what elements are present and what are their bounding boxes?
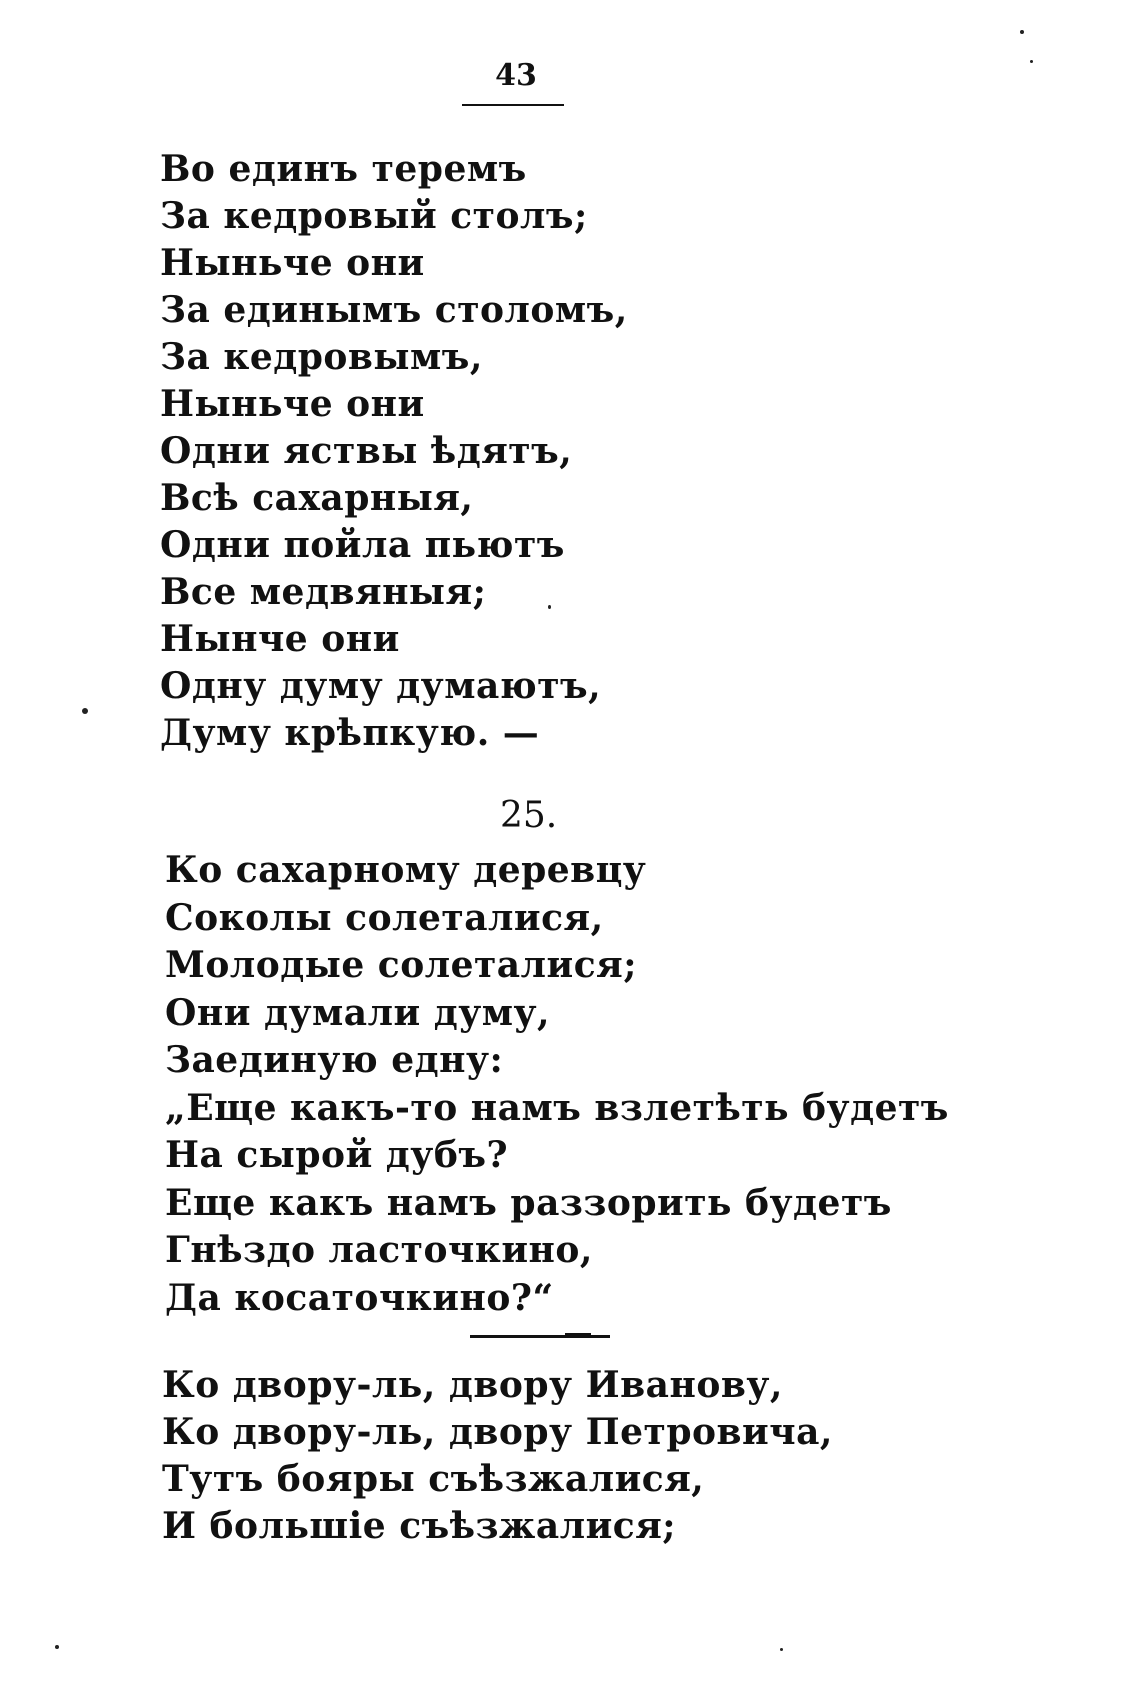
- song-25-verse: [165, 847, 949, 1322]
- scan-speck: [548, 605, 551, 609]
- page-number-rule: [462, 104, 564, 106]
- verse-line: „Еще какъ-то намъ взлетѣть будетъ: [165, 1086, 949, 1129]
- verse-line: И большіе съѣзжалися;: [162, 1505, 677, 1547]
- verse-line: Одни пойла пьютъ: [160, 524, 565, 566]
- section-separator: [470, 1335, 610, 1338]
- verse-continuation: [160, 146, 628, 757]
- verse-line: Одни яствы ѣдятъ,: [160, 430, 573, 472]
- verse-line: Одну думу думаютъ,: [160, 665, 602, 707]
- verse-line: Всѣ сахарныя,: [160, 477, 474, 519]
- verse-line: Гнѣздо ласточкино,: [165, 1229, 593, 1271]
- scan-speck: [780, 1648, 783, 1651]
- verse-line: Да косаточкино?“: [165, 1276, 554, 1319]
- verse-line: За единымъ столомъ,: [160, 289, 628, 331]
- verse-line: Ко сахарному деревцу: [165, 849, 647, 891]
- scan-speck: [82, 708, 88, 714]
- verse-line: Ныньче они: [160, 242, 425, 284]
- song-number: 25.: [500, 795, 558, 836]
- scan-speck: [55, 1645, 59, 1649]
- verse-line: Тутъ бояры съѣзжалися,: [162, 1458, 705, 1500]
- verse-line: За кедровый столъ;: [160, 195, 588, 237]
- verse-line: Думу крѣпкую. —: [160, 712, 540, 754]
- verse-line: Заединую едну:: [165, 1039, 504, 1081]
- verse-line: Соколы солеталися,: [165, 896, 604, 939]
- scan-speck: [1020, 30, 1024, 34]
- verse-line: Во единъ теремъ: [160, 148, 527, 190]
- verse-line: Ко двору-ль, двору Иванову,: [162, 1364, 783, 1406]
- verse-line: Все медвяныя;: [160, 571, 487, 613]
- verse-line: Нынче они: [160, 618, 400, 660]
- verse-line: Еще какъ намъ раззорить будетъ: [165, 1181, 892, 1224]
- verse-line: Они думали думу,: [165, 991, 551, 1034]
- page-number: 43: [495, 58, 537, 93]
- verse-line: Ко двору-ль, двору Петровича,: [162, 1411, 833, 1453]
- verse-line: Ныньче они: [160, 383, 425, 425]
- verse-line: За кедровымъ,: [160, 336, 483, 378]
- scan-speck: [1030, 60, 1033, 63]
- verse-line: На сырой дубъ?: [165, 1134, 509, 1176]
- verse-line: Молодые солеталися;: [165, 944, 638, 986]
- next-song-verse: [162, 1362, 833, 1550]
